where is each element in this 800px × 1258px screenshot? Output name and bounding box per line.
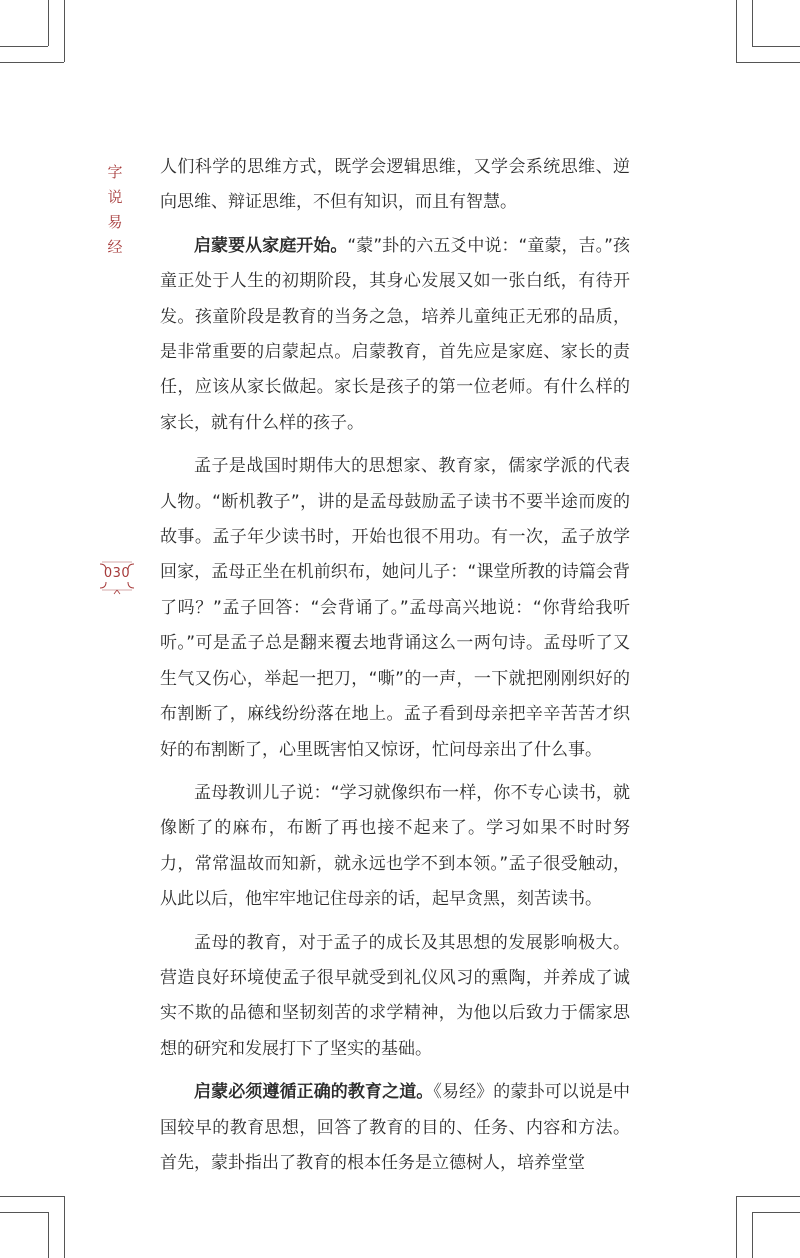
paragraph	[160, 776, 630, 918]
paragraph-lead: 启蒙要从家庭开始。	[194, 235, 348, 256]
crop-mark-top-right-v2	[752, 0, 753, 46]
crop-mark-bottom-left-v2	[48, 1212, 49, 1258]
body-text	[160, 150, 630, 1189]
running-title-char: 说	[107, 188, 123, 206]
crop-mark-top-right-h	[752, 46, 800, 47]
running-title-char: 经	[107, 238, 123, 256]
crop-mark-top-right-h2	[736, 62, 800, 63]
paragraph-text: 孟子是战国时期伟大的思想家、教育家，儒家学派的代表人物。“断机教子”，讲的是孟母鼓励孟子读书不要半途而废的故事。孟子年少读书时，开始也很不用功。有一次，孟子放学回家，孟母正坐在机前织布，她问儿子：“课堂所教的诗篇会背了吗？”孟子回答：“会背诵了。”孟母高兴地说：“你背给我听听。”可是孟子总是翻来覆去地背诵这么一两句诗。孟母听了又生气又伤心，举起一把刀，“嘶”的一声，一下就把刚刚织好的布割断了，麻线纷纷落在地上。孟子看到母亲把辛辛苦苦才织好的布割断了，心里既害怕又惊讶，忙问母亲出了什么事。	[160, 456, 630, 760]
paragraph-text: 孟母教训儿子说：“学习就像织布一样，你不专心读书，就像断了的麻布，布断了再也接不起来了。学习如果不时时努力，常常温故而知新，就永远也学不到本领。”孟子很受触动，从此以后，他牢牢地记住母亲的话，起早贪黑，刻苦读书。	[160, 782, 630, 910]
running-title-char: 字	[107, 163, 123, 181]
crop-mark-top-left-v	[64, 0, 65, 62]
paragraph-text: 《易经》的蒙卦可以说是中国较早的教育思想，回答了教育的目的、任务、内容和方法。首先，蒙卦指出了教育的根本任务是立德树人，培养堂堂	[160, 1082, 631, 1173]
running-title	[104, 160, 126, 260]
crop-mark-bottom-left-v	[64, 1196, 65, 1258]
crop-mark-bottom-left-h2	[0, 1196, 64, 1197]
paragraph-text: 人们科学的思维方式，既学会逻辑思维，又学会系统思维、逆向思维、辩证思维，不但有知识，而且有智慧。	[160, 157, 630, 213]
crop-mark-top-right-v	[736, 0, 737, 62]
paragraph-text: “蒙”卦的六五爻中说：“童蒙，吉。”孩童正处于人生的初期阶段，其身心发展又如一张白纸，有待开发。孩童阶段是教育的当务之急，培养儿童纯正无邪的品质，是非常重要的启蒙起点。启蒙教育，首先应是家庭、家长的责任，应该从家长做起。家长是孩子的第一位老师。有什么样的家长，就有什么样的孩子。	[160, 235, 630, 433]
paragraph	[160, 449, 630, 768]
paragraph-lead: 启蒙必须遵循正确的教育之道。	[194, 1082, 434, 1103]
crop-mark-top-left-h2	[0, 62, 64, 63]
crop-mark-bottom-right-v	[736, 1196, 737, 1258]
paragraph	[160, 926, 630, 1068]
crop-mark-top-left-v2	[48, 0, 49, 46]
crop-mark-bottom-right-v2	[752, 1212, 753, 1258]
running-title-char: 易	[107, 213, 123, 231]
paragraph	[160, 229, 630, 441]
paragraph	[160, 150, 630, 221]
page-number: 030	[103, 566, 131, 581]
crop-mark-top-left-h	[0, 46, 48, 47]
crop-mark-bottom-right-h	[752, 1212, 800, 1213]
paragraph	[160, 1075, 630, 1181]
paragraph-text: 孟母的教育，对于孟子的成长及其思想的发展影响极大。营造良好环境使孟子很早就受到礼仪风习的熏陶，并养成了诚实不欺的品德和坚韧刻苦的求学精神，为他以后致力于儒家思想的研究和发展打下了坚实的基础。	[160, 932, 630, 1059]
page-number-badge	[96, 560, 138, 596]
crop-mark-bottom-left-h	[0, 1212, 48, 1213]
crop-mark-bottom-right-h2	[736, 1196, 800, 1197]
